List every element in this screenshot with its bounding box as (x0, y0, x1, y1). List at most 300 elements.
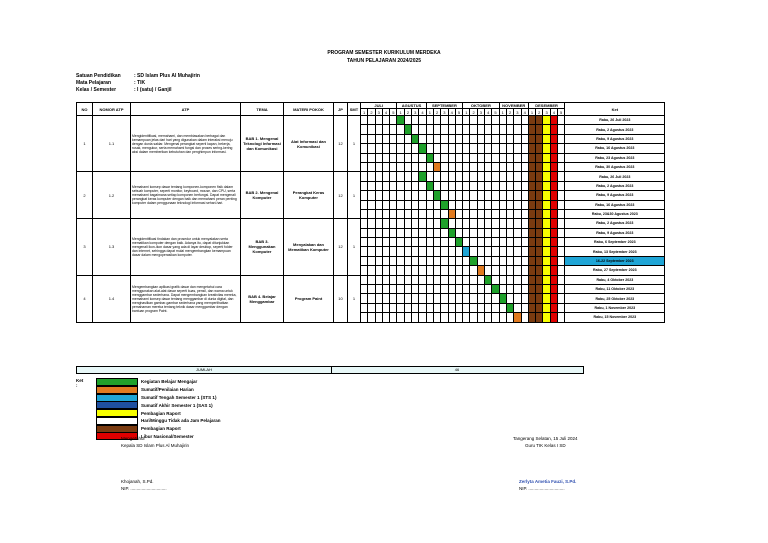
week-cell (375, 125, 382, 134)
sign-right-nip: NIP. ............................. (519, 486, 565, 491)
week-8: 3 (412, 109, 419, 116)
week-cell (550, 285, 557, 294)
week-cell (455, 153, 462, 162)
week-cell (550, 134, 557, 143)
ket-cell: 16-22 September 2023 (565, 256, 665, 265)
week-cell (558, 162, 565, 171)
week-cell (361, 303, 368, 312)
week-cell (528, 256, 535, 265)
week-cell (426, 238, 433, 247)
week-cell (463, 219, 470, 228)
week-cell (404, 144, 411, 153)
month-agustus: AGUSTUS (397, 103, 426, 109)
week-cell (543, 200, 550, 209)
week-cell (361, 125, 368, 134)
week-cell (521, 238, 528, 247)
row-atp: Mengembangkan aplikasi grafik dasar dan mengetahui cara menggunakan alat-alat dasar seperti kuas, pensil, dan warna untuk menggambar sederhana. Dapat mengembangkan kreativitas mereka, memahami konsep dasar tentang menggambar di dunia digital, dan menghasilkan gambar-gambar sederhana yang memperlihatkan pemahaman mereka tentang teknik dasar menggambar dengan bantuan program Paint. (131, 275, 241, 322)
week-cell (477, 219, 484, 228)
week-cell (426, 228, 433, 237)
week-7: 2 (404, 109, 411, 116)
week-cell (506, 256, 513, 265)
week-cell (470, 116, 477, 125)
week-cell (477, 228, 484, 237)
week-cell (536, 200, 543, 209)
row-atp: Mengidentifikasi tindakan dan prosedur untuk menyalakan serta mematikan komputer dengan baik. Adanya itu, dapat ditunjukkan mengenali ikon-ikon dasar yang ada di layar desktop, seperti folder dan internet, sehingga dapat mulai mengembangkan kemampuan dasar dalam mengoperasikan komputer. (131, 219, 241, 275)
week-cell (543, 247, 550, 256)
legend-swatch (96, 386, 138, 394)
week-cell (558, 125, 565, 134)
week-cell (477, 134, 484, 143)
week-cell (499, 153, 506, 162)
week-cell (397, 134, 404, 143)
week-2: 2 (368, 109, 375, 116)
week-cell (397, 313, 404, 322)
week-cell (404, 256, 411, 265)
row-tema: BAB 4. Belajar Menggambar (241, 275, 284, 322)
week-cell (382, 266, 389, 275)
week-cell (433, 153, 440, 162)
week-cell (536, 256, 543, 265)
week-cell (477, 181, 484, 190)
week-cell (412, 172, 419, 181)
week-cell (543, 275, 550, 284)
legend-label: Hari/Minggu Tidak ada Jam Pelajaran (141, 418, 221, 424)
month-oktober: OKTOBER (463, 103, 499, 109)
week-cell (412, 153, 419, 162)
week-cell (361, 200, 368, 209)
week-cell (470, 247, 477, 256)
week-cell (368, 228, 375, 237)
week-cell (419, 181, 426, 190)
week-cell (419, 144, 426, 153)
week-cell (419, 191, 426, 200)
week-cell (558, 247, 565, 256)
week-cell (470, 303, 477, 312)
week-cell (361, 294, 368, 303)
legend-label: Libur Nasional/Semester (141, 433, 194, 439)
week-cell (397, 275, 404, 284)
week-cell (470, 256, 477, 265)
week-cell (382, 303, 389, 312)
week-cell (426, 153, 433, 162)
week-cell (514, 209, 521, 218)
week-cell (543, 219, 550, 228)
week-cell (448, 181, 455, 190)
week-cell (506, 181, 513, 190)
week-cell (382, 228, 389, 237)
week-cell (521, 200, 528, 209)
week-cell (521, 125, 528, 134)
week-cell (426, 181, 433, 190)
week-cell (412, 219, 419, 228)
week-cell (455, 275, 462, 284)
week-cell (528, 144, 535, 153)
week-cell (499, 162, 506, 171)
week-cell (455, 303, 462, 312)
week-cell (412, 247, 419, 256)
ket-cell: Rabu, 6 September 2023 (565, 238, 665, 247)
week-cell (397, 209, 404, 218)
week-cell (463, 125, 470, 134)
week-cell (382, 219, 389, 228)
week-cell (528, 266, 535, 275)
week-cell (433, 144, 440, 153)
week-cell (543, 313, 550, 322)
week-cell (543, 181, 550, 190)
week-cell (492, 256, 499, 265)
week-cell (463, 144, 470, 153)
week-cell (455, 181, 462, 190)
week-cell (528, 209, 535, 218)
week-cell (361, 172, 368, 181)
week-cell (455, 134, 462, 143)
week-cell (390, 294, 397, 303)
week-cell (390, 238, 397, 247)
week-cell (361, 191, 368, 200)
week-cell (375, 228, 382, 237)
legend-swatch (96, 409, 138, 417)
week-cell (397, 172, 404, 181)
week-cell (543, 191, 550, 200)
week-cell (536, 181, 543, 190)
week-cell (492, 238, 499, 247)
row-materi: Menyalakan dan Mematikan Komputer (284, 219, 334, 275)
week-cell (455, 228, 462, 237)
week-cell (521, 172, 528, 181)
week-cell (382, 313, 389, 322)
week-cell (441, 256, 448, 265)
legend-item (76, 378, 276, 386)
week-cell (558, 144, 565, 153)
week-cell (506, 153, 513, 162)
week-cell (404, 303, 411, 312)
week-12: 3 (441, 109, 448, 116)
week-cell (558, 134, 565, 143)
week-cell (412, 266, 419, 275)
week-cell (528, 125, 535, 134)
week-cell (506, 247, 513, 256)
week-cell (368, 116, 375, 125)
row-tema: BAB 3. Menggunakan Komputer (241, 219, 284, 275)
week-cell (397, 162, 404, 171)
week-cell (441, 219, 448, 228)
week-cell (499, 134, 506, 143)
week-cell (485, 219, 492, 228)
week-cell (485, 116, 492, 125)
row-smt: 1 (348, 172, 361, 219)
week-cell (543, 134, 550, 143)
week-cell (426, 144, 433, 153)
week-cell (558, 116, 565, 125)
week-cell (368, 313, 375, 322)
week-cell (441, 191, 448, 200)
week-cell (543, 153, 550, 162)
month-september: SEPTEMBER (426, 103, 462, 109)
week-cell (550, 238, 557, 247)
week-cell (492, 172, 499, 181)
week-cell (361, 313, 368, 322)
legend-swatch (96, 417, 138, 425)
week-cell (397, 303, 404, 312)
legend-swatch (96, 378, 138, 386)
ket-cell: Rabu, 25 Oktober 2023 (565, 294, 665, 303)
week-cell (361, 162, 368, 171)
week-cell (390, 153, 397, 162)
col-jp: JP (334, 103, 348, 116)
week-cell (514, 172, 521, 181)
week-cell (412, 134, 419, 143)
week-cell (528, 285, 535, 294)
week-cell (477, 125, 484, 134)
week-cell (506, 294, 513, 303)
week-cell (448, 172, 455, 181)
week-cell (361, 228, 368, 237)
week-cell (499, 238, 506, 247)
sign-left-role: Kepala SD Islam Plus Al Muhajirin (121, 443, 190, 448)
week-cell (404, 313, 411, 322)
week-cell (390, 228, 397, 237)
ket-cell: Rabu, 16 Agustus 2023 (565, 144, 665, 153)
week-cell (382, 162, 389, 171)
week-cell (536, 247, 543, 256)
week-cell (521, 181, 528, 190)
week-cell (455, 219, 462, 228)
week-cell (521, 228, 528, 237)
row-atp: Memahami konsep dasar tentang komponen-komponen fisik dalam sebuah komputer, seperti monitor, keyboard, mouse, dan CPU, serta memahami bagaimana setiap komponen berfungsi. Dapat mengenali perangkat keras komputer dengan baik dan memahami peran penting komputer dalam penggunaan teknologi informasi sehari-hari. (131, 172, 241, 219)
week-cell (419, 134, 426, 143)
table-row (77, 172, 665, 181)
week-cell (499, 144, 506, 153)
meta-kelas: Kelas / Semester : I (satu) / Ganjil (76, 87, 172, 93)
week-cell (543, 116, 550, 125)
week-cell (390, 275, 397, 284)
week-cell (558, 313, 565, 322)
week-cell (492, 144, 499, 153)
week-cell (426, 172, 433, 181)
week-cell (382, 275, 389, 284)
week-cell (412, 238, 419, 247)
week-cell (470, 209, 477, 218)
week-cell (419, 238, 426, 247)
week-cell (397, 294, 404, 303)
week-cell (419, 303, 426, 312)
row-smt: 1 (348, 275, 361, 322)
week-cell (390, 191, 397, 200)
week-cell (397, 181, 404, 190)
row-materi: Perangkat Keras Komputer (284, 172, 334, 219)
week-cell (485, 313, 492, 322)
week-cell (404, 266, 411, 275)
week-cell (521, 144, 528, 153)
week-cell (528, 275, 535, 284)
week-cell (499, 275, 506, 284)
week-cell (426, 256, 433, 265)
week-cell (433, 313, 440, 322)
row-jp: 12 (334, 219, 348, 275)
week-cell (470, 294, 477, 303)
week-cell (485, 285, 492, 294)
week-cell (390, 313, 397, 322)
week-cell (361, 247, 368, 256)
week-cell (536, 134, 543, 143)
week-cell (361, 219, 368, 228)
week-cell (528, 313, 535, 322)
week-cell (397, 191, 404, 200)
week-cell (506, 313, 513, 322)
week-cell (397, 219, 404, 228)
sign-right-place: Tangerang Selatan, 15 Juli 2024 (513, 436, 578, 441)
week-cell (536, 294, 543, 303)
week-cell (463, 247, 470, 256)
week-cell (412, 275, 419, 284)
week-cell (492, 219, 499, 228)
week-cell (558, 209, 565, 218)
week-cell (375, 172, 382, 181)
week-cell (550, 219, 557, 228)
week-cell (390, 285, 397, 294)
sign-right-name: Zerlyta Ametia Fauzi, S.Pd. (519, 479, 577, 484)
legend-swatch (96, 394, 138, 402)
week-cell (441, 209, 448, 218)
week-cell (485, 134, 492, 143)
week-cell (485, 172, 492, 181)
ket-cell: Rabu, 27 September 2023 (565, 266, 665, 275)
week-cell (397, 238, 404, 247)
week-cell (463, 313, 470, 322)
week-cell (404, 219, 411, 228)
week-cell (536, 219, 543, 228)
week-cell (485, 181, 492, 190)
week-cell (543, 294, 550, 303)
week-cell (412, 285, 419, 294)
week-cell (514, 247, 521, 256)
week-cell (441, 116, 448, 125)
week-cell (412, 191, 419, 200)
week-cell (368, 256, 375, 265)
week-cell (536, 153, 543, 162)
legend-item (76, 425, 276, 433)
week-cell (485, 275, 492, 284)
week-cell (536, 275, 543, 284)
table-row (77, 275, 665, 284)
week-cell (492, 181, 499, 190)
week-cell (499, 266, 506, 275)
week-cell (506, 134, 513, 143)
week-24: 1 (528, 109, 535, 116)
week-cell (433, 256, 440, 265)
week-cell (506, 162, 513, 171)
week-cell (528, 228, 535, 237)
week-cell (361, 266, 368, 275)
week-cell (536, 266, 543, 275)
ket-cell: Rabu, 9 Agustus 2023 (565, 134, 665, 143)
week-cell (463, 256, 470, 265)
week-cell (397, 200, 404, 209)
week-cell (550, 181, 557, 190)
week-cell (521, 153, 528, 162)
week-cell (528, 247, 535, 256)
row-tema: BAB 2. Mengenal Komputer (241, 172, 284, 219)
row-smt: 1 (348, 219, 361, 275)
week-cell (485, 303, 492, 312)
week-cell (492, 247, 499, 256)
week-cell (419, 285, 426, 294)
week-cell (426, 219, 433, 228)
week-cell (536, 313, 543, 322)
week-cell (448, 219, 455, 228)
week-cell (448, 116, 455, 125)
week-cell (412, 162, 419, 171)
week-cell (455, 256, 462, 265)
week-cell (419, 172, 426, 181)
week-16: 2 (470, 109, 477, 116)
week-5: 5 (390, 109, 397, 116)
week-cell (521, 162, 528, 171)
week-cell (368, 200, 375, 209)
week-cell (499, 228, 506, 237)
month-november: NOVEMBER (499, 103, 528, 109)
week-cell (521, 134, 528, 143)
ket-cell: Rabu, 1 November 2023 (565, 303, 665, 312)
week-cell (470, 162, 477, 171)
week-cell (470, 153, 477, 162)
week-cell (390, 144, 397, 153)
week-cell (492, 285, 499, 294)
week-cell (433, 294, 440, 303)
week-cell (499, 294, 506, 303)
week-cell (433, 228, 440, 237)
week-cell (382, 153, 389, 162)
legend-label: Sumatif Akhir Semester 1 (SAS 1) (141, 402, 213, 408)
week-cell (419, 162, 426, 171)
week-cell (477, 144, 484, 153)
week-cell (485, 209, 492, 218)
week-cell (499, 181, 506, 190)
week-cell (455, 191, 462, 200)
week-cell (499, 303, 506, 312)
week-cell (543, 266, 550, 275)
week-cell (433, 134, 440, 143)
week-cell (514, 313, 521, 322)
week-cell (499, 219, 506, 228)
week-cell (514, 228, 521, 237)
week-cell (521, 285, 528, 294)
legend-item (76, 417, 276, 425)
week-cell (492, 228, 499, 237)
week-cell (514, 191, 521, 200)
week-cell (528, 162, 535, 171)
week-cell (419, 153, 426, 162)
week-cell (477, 162, 484, 171)
week-cell (514, 181, 521, 190)
week-cell (382, 238, 389, 247)
week-cell (361, 116, 368, 125)
week-cell (419, 219, 426, 228)
sign-right-role: Guru TIK Kelas I SD (525, 443, 566, 448)
month-desember: DESEMBER (528, 103, 564, 109)
week-cell (433, 172, 440, 181)
week-cell (441, 125, 448, 134)
meta-mapel: Mata Pelajaran : TIK (76, 80, 146, 86)
week-cell (477, 209, 484, 218)
week-cell (433, 162, 440, 171)
week-cell (390, 219, 397, 228)
ket-cell: Rabu, 2 Agustus 2023 (565, 125, 665, 134)
week-cell (558, 275, 565, 284)
week-cell (521, 247, 528, 256)
week-cell (419, 209, 426, 218)
week-cell (558, 219, 565, 228)
